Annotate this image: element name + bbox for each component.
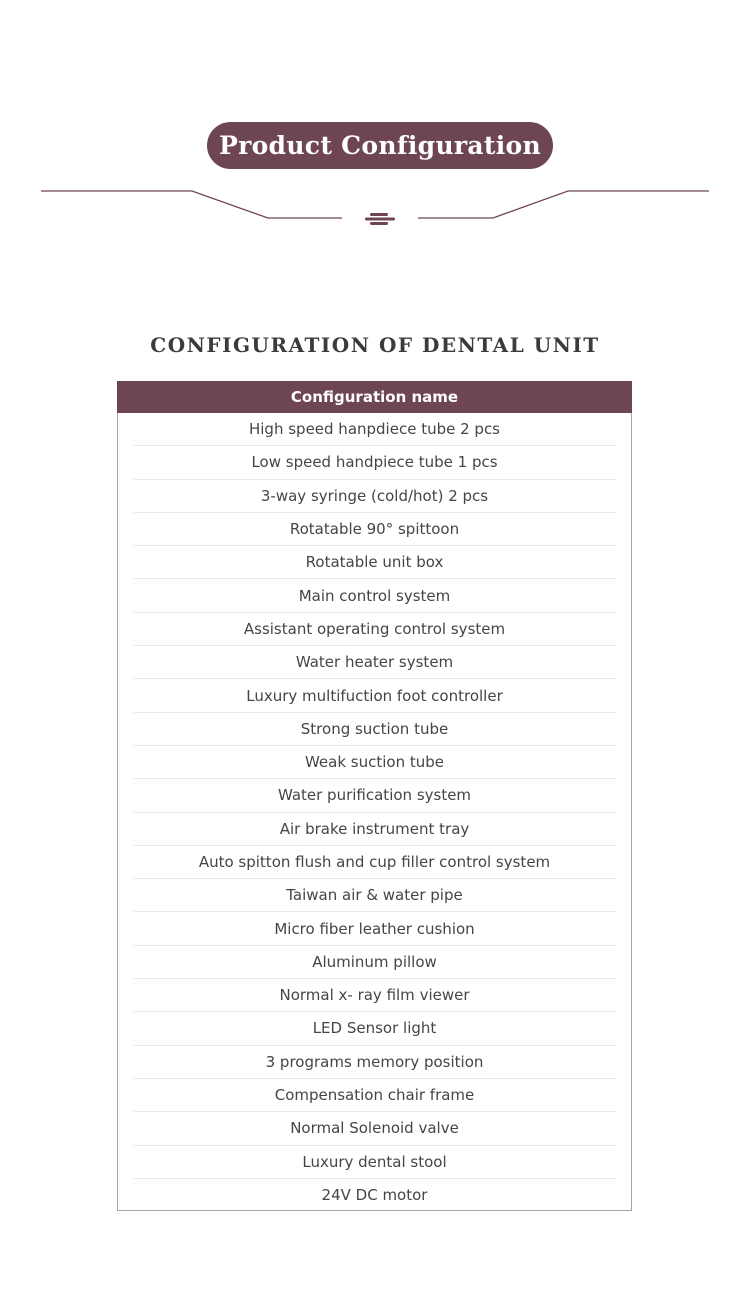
table-header: Configuration name (117, 381, 632, 413)
page-title: Product Configuration (219, 131, 541, 160)
divider-ornament-top (370, 213, 388, 216)
table-row: High speed hanpdiece tube 2 pcs (134, 413, 615, 446)
configuration-table (117, 381, 632, 1211)
table-row: Normal Solenoid valve (134, 1112, 615, 1145)
table-body (118, 413, 631, 1212)
table-row: Luxury multifuction foot controller (134, 679, 615, 712)
table-row: Compensation chair frame (134, 1079, 615, 1112)
table-row: Normal x- ray film viewer (134, 979, 615, 1012)
divider-ornament-bottom (370, 222, 388, 225)
table-row: Air brake instrument tray (134, 813, 615, 846)
divider-ornament-middle (365, 218, 395, 221)
table-row: 24V DC motor (321, 1186, 428, 1205)
table-row: Taiwan air & water pipe (134, 879, 615, 912)
table-row: Water purification system (134, 779, 615, 812)
table-row: Aluminum pillow (134, 946, 615, 979)
table-row: 3-way syringe (cold/hot) 2 pcs (134, 480, 615, 513)
table-row: Auto spitton flush and cup filler control system (134, 846, 615, 879)
table-row: Water heater system (134, 646, 615, 679)
table-row: LED Sensor light (134, 1012, 615, 1045)
divider-line-right (418, 191, 709, 218)
table-row: Rotatable unit box (134, 546, 615, 579)
divider-line-left (41, 191, 342, 218)
table-row: Strong suction tube (134, 713, 615, 746)
title-banner (207, 122, 553, 169)
table-row: Assistant operating control system (134, 613, 615, 646)
table-row: Low speed handpiece tube 1 pcs (134, 446, 615, 479)
table-row: Micro fiber leather cushion (134, 912, 615, 945)
table-row: Main control system (134, 579, 615, 612)
table-row: Luxury dental stool (134, 1146, 615, 1179)
table-row: Weak suction tube (134, 746, 615, 779)
table-row: 3 programs memory position (134, 1046, 615, 1079)
table-row: Rotatable 90° spittoon (134, 513, 615, 546)
section-heading: CONFIGURATION OF DENTAL UNIT (150, 333, 600, 357)
decorative-divider (0, 180, 750, 230)
